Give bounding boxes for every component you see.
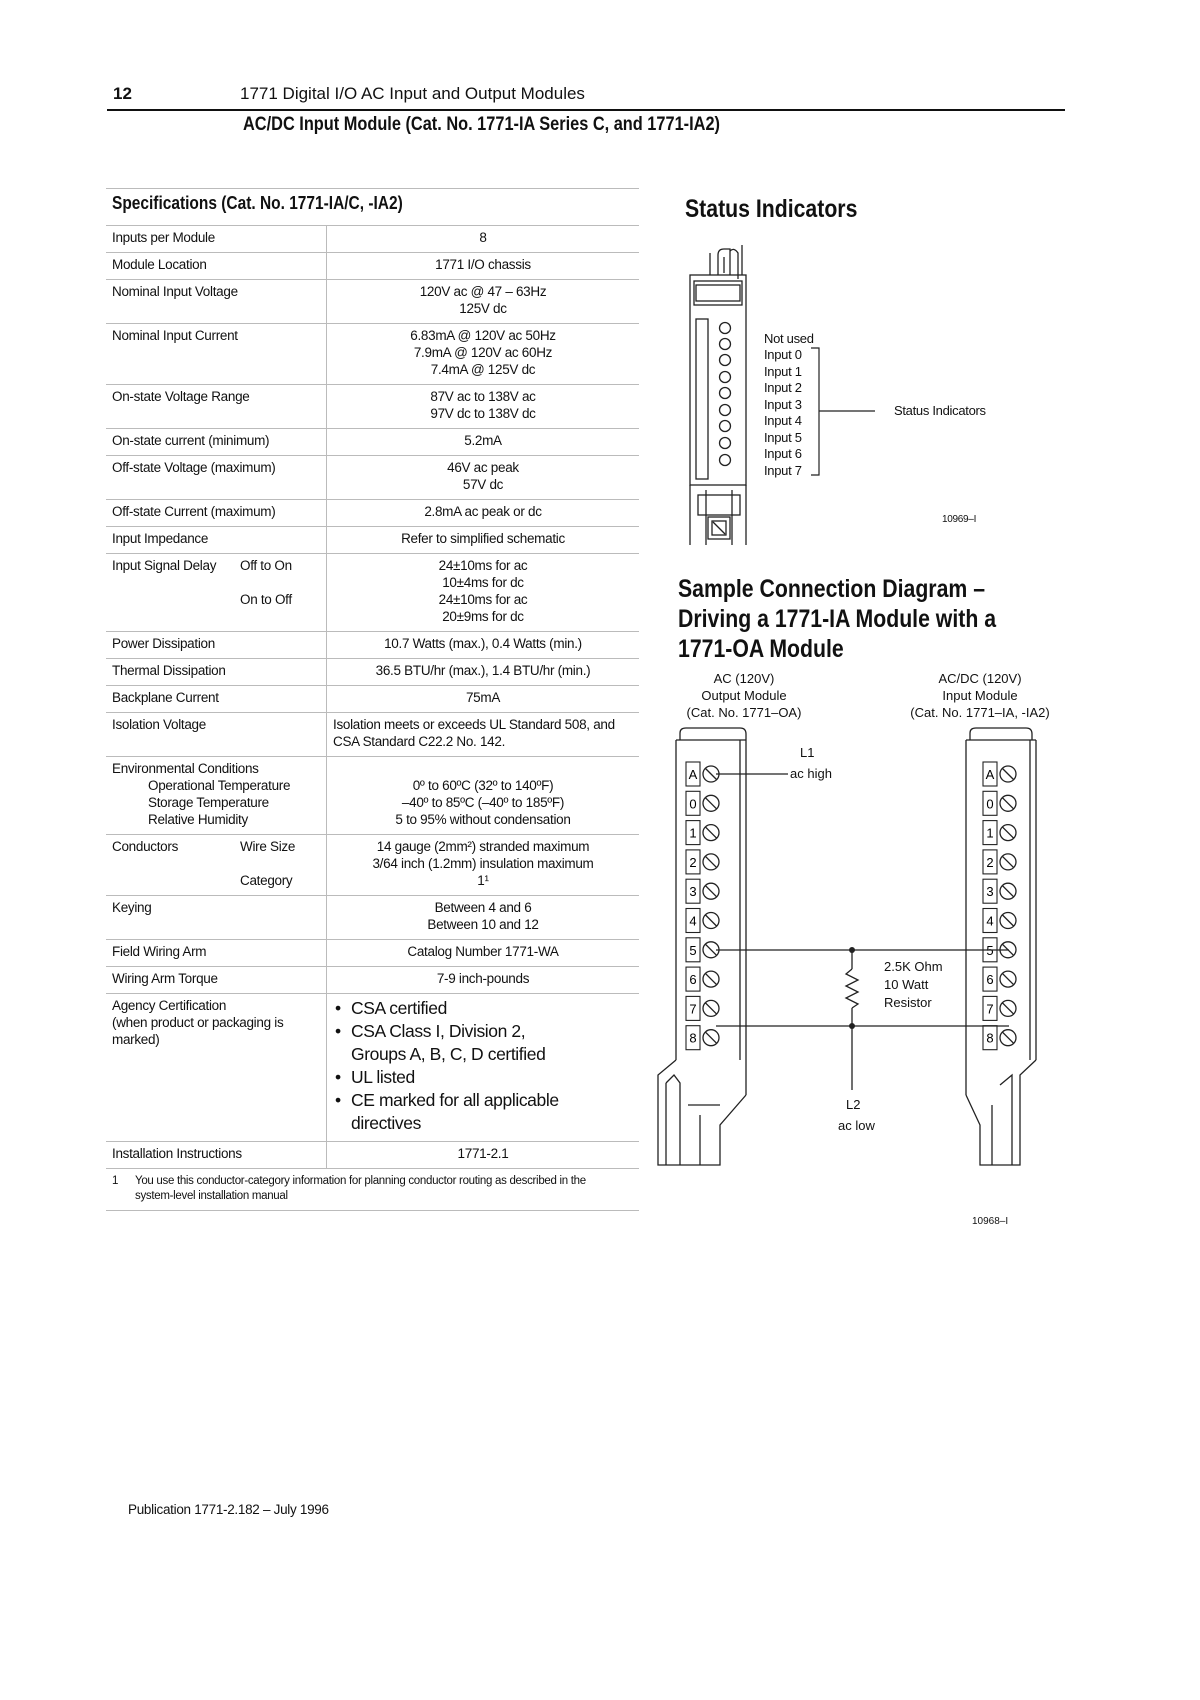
left-terminal-label: 7 xyxy=(689,1001,697,1017)
status-callout-label: Status Indicators xyxy=(894,403,986,418)
status-label: Input 0 xyxy=(764,347,802,362)
table-row: Installation Instructions 1771-2.1 xyxy=(106,1142,639,1169)
status-led xyxy=(720,339,731,350)
output-module xyxy=(658,728,746,1165)
left-terminal-label: 5 xyxy=(689,942,697,958)
right-terminal-label: 5 xyxy=(986,942,994,958)
status-led xyxy=(720,405,731,416)
page-number: 12 xyxy=(113,84,132,103)
l1-description: ac high xyxy=(790,766,832,781)
status-label: Input 1 xyxy=(764,364,802,379)
l2-label: L2 xyxy=(846,1097,861,1112)
figure-id: 10969–I xyxy=(942,514,977,525)
agency-certification-list xyxy=(333,997,633,1135)
status-led xyxy=(720,323,731,334)
left-terminal-strip xyxy=(686,762,719,1050)
table-row: Keying Between 4 and 6 Between 10 and 12 xyxy=(106,896,639,940)
right-terminal-label: 3 xyxy=(986,884,994,900)
right-terminal-label: 7 xyxy=(986,1001,994,1017)
header-rule xyxy=(107,109,1065,111)
status-label: Input 4 xyxy=(764,413,802,428)
status-led xyxy=(720,388,731,399)
status-label: Input 5 xyxy=(764,430,802,445)
junction-dot xyxy=(849,1023,855,1029)
status-led xyxy=(720,438,731,449)
table-row: Power Dissipation 10.7 Watts (max.), 0.4 Watts (min.) xyxy=(106,632,639,659)
table-row: Agency Certification (when product or packaging is marked) • CSA certified • CSA Class I, Division 2, Groups A, B, C, D certified • UL listed • CE marked for all applicable directives xyxy=(106,994,639,1142)
status-led xyxy=(720,455,731,466)
status-label: Not used xyxy=(764,331,814,346)
left-module-label: (Cat. No. 1771–OA) xyxy=(686,705,802,720)
table-row: Input Signal Delay Off to On On to Off 24±10ms for ac 10±4ms for dc 24±10ms for ac 20±9ms for dc xyxy=(106,554,639,632)
table-row: Off-state Current (maximum) 2.8mA ac peak or dc xyxy=(106,500,639,527)
left-terminal-label: 3 xyxy=(689,884,697,900)
right-module-label: Input Module xyxy=(942,688,1018,703)
left-terminal-label: 8 xyxy=(689,1030,697,1046)
left-terminal-label: A xyxy=(688,767,698,782)
right-terminal-label: 1 xyxy=(986,825,994,841)
table-row: On-state current (minimum) 5.2mA xyxy=(106,429,639,456)
resistor-label: Resistor xyxy=(884,995,932,1010)
right-terminal-label: 0 xyxy=(986,796,994,812)
left-terminal-label: 4 xyxy=(689,913,697,929)
table-row: Module Location 1771 I/O chassis xyxy=(106,253,639,280)
right-module-label: AC/DC (120V) xyxy=(938,671,1022,686)
publication-footer: Publication 1771-2.182 – July 1996 xyxy=(128,1502,329,1517)
left-terminal-label: 2 xyxy=(689,854,697,870)
section-subtitle: AC/DC Input Module (Cat. No. 1771-IA Series C, and 1771-IA2) xyxy=(243,114,720,135)
resistor-label: 10 Watt xyxy=(884,977,929,992)
status-led xyxy=(720,421,731,432)
list-item: • CSA Class I, Division 2, Groups A, B, C, D certified xyxy=(333,1020,633,1066)
table-row: Conductors Wire Size Category 14 gauge (2mm²) stranded maximum 3/64 inch (1.2mm) insulation maximum 1¹ xyxy=(106,835,639,896)
spec-table-caption: Specifications (Cat. No. 1771-IA/C, -IA2) xyxy=(106,188,639,226)
status-label: Input 2 xyxy=(764,380,802,395)
list-item: • UL listed xyxy=(333,1066,633,1089)
table-row: Environmental Conditions Operational Temperature Storage Temperature Relative Humidity 0º to 60ºC (32º to 140ºF) –40º to 85ºC (–40º to 185ºF) 5 to 95% without condensation xyxy=(106,757,639,835)
right-terminal-label: A xyxy=(985,767,995,782)
left-module-label: Output Module xyxy=(701,688,787,703)
list-item: • CSA certified xyxy=(333,997,633,1020)
table-row: Nominal Input Current 6.83mA @ 120V ac 50Hz 7.9mA @ 120V ac 60Hz 7.4mA @ 125V dc xyxy=(106,324,639,385)
status-indicator-diagram xyxy=(680,245,1020,545)
table-row: Thermal Dissipation 36.5 BTU/hr (max.), 1.4 BTU/hr (min.) xyxy=(106,659,639,686)
right-terminal-label: 6 xyxy=(986,972,994,988)
resistor-label: 2.5K Ohm xyxy=(884,959,943,974)
table-row: Input Impedance Refer to simplified schematic xyxy=(106,527,639,554)
table-footnote: 1 You use this conductor-category information for planning conductor routing as described in the system-level installation manual xyxy=(106,1169,639,1211)
status-led xyxy=(720,355,731,366)
left-terminal-label: 0 xyxy=(689,796,697,812)
table-row: Inputs per Module 8 xyxy=(106,226,639,253)
right-module-label: (Cat. No. 1771–IA, -IA2) xyxy=(910,705,1050,720)
table-row: Field Wiring Arm Catalog Number 1771-WA xyxy=(106,940,639,967)
running-title: 1771 Digital I/O AC Input and Output Modules xyxy=(240,84,585,103)
table-row: Backplane Current 75mA xyxy=(106,686,639,713)
right-terminal-label: 4 xyxy=(986,913,994,929)
table-row: Isolation Voltage Isolation meets or exceeds UL Standard 508, and CSA Standard C22.2 No. 142. xyxy=(106,713,639,757)
left-terminal-label: 1 xyxy=(689,825,697,841)
table-row: Nominal Input Voltage 120V ac @ 47 – 63Hz 125V dc xyxy=(106,280,639,324)
left-module-label: AC (120V) xyxy=(713,671,775,686)
resistor xyxy=(846,969,858,1008)
connection-diagram xyxy=(640,665,1060,1230)
table-row: Off-state Voltage (maximum) 46V ac peak 57V dc xyxy=(106,456,639,500)
left-terminal-label: 6 xyxy=(689,972,697,988)
l1-label: L1 xyxy=(800,745,815,760)
status-label: Input 7 xyxy=(764,463,802,478)
right-terminal-strip xyxy=(983,762,1016,1050)
status-indicators-heading: Status Indicators xyxy=(685,195,858,223)
status-led xyxy=(720,372,731,383)
sample-diagram-heading: Sample Connection Diagram – Driving a 1771-IA Module with a 1771-OA Module xyxy=(678,575,997,663)
list-item: • CE marked for all applicable directives xyxy=(333,1089,633,1135)
status-label: Input 6 xyxy=(764,446,802,461)
specifications-table xyxy=(106,188,639,1211)
wiring xyxy=(716,774,1009,1090)
l2-description: ac low xyxy=(838,1118,875,1133)
junction-dot xyxy=(849,947,855,953)
figure-id: 10968–I xyxy=(972,1216,1009,1227)
status-label: Input 3 xyxy=(764,397,802,412)
right-terminal-label: 2 xyxy=(986,854,994,870)
right-terminal-label: 8 xyxy=(986,1030,994,1046)
table-row: Wiring Arm Torque 7-9 inch-pounds xyxy=(106,967,639,994)
table-row: On-state Voltage Range 87V ac to 138V ac 97V dc to 138V dc xyxy=(106,385,639,429)
